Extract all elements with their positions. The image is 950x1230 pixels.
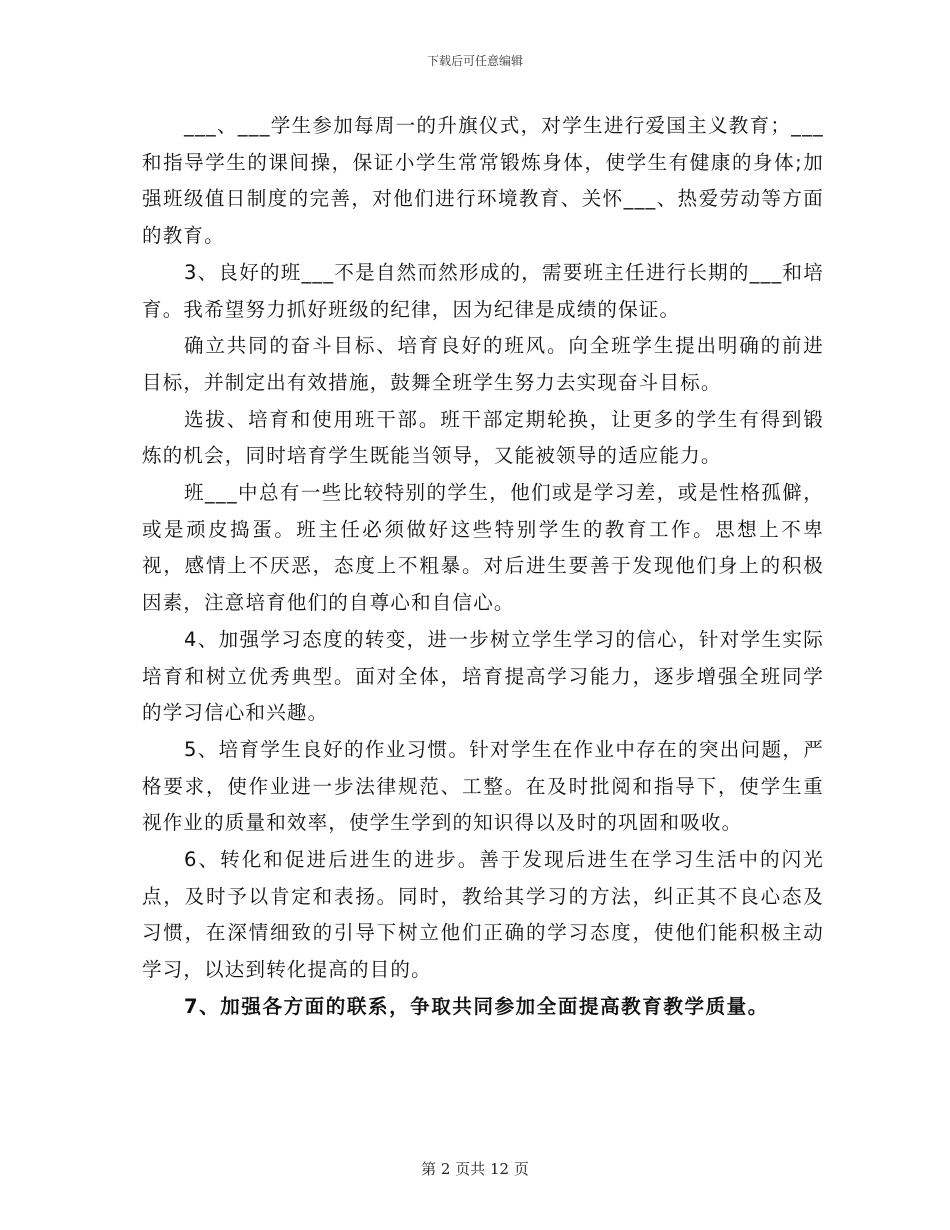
page-header: 下载后可任意编辑 xyxy=(426,54,523,68)
paragraph-flag-ceremony: ___、___学生参加每周一的升旗仪式，对学生进行爱国主义教育；___和指导学生的课间操，保证小学生常常锻炼身体，使学生有健康的身体;加强班级值日制度的完善，对他们进行环境教育、关怀___、热爱劳动等方面的教育。 xyxy=(142,114,824,248)
document-body xyxy=(142,108,824,1026)
paragraph-item-6: 6、转化和促进后进生的进步。善于发现后进生在学习生活中的闪光点，及时予以肯定和表扬。同时，教给其学习的方法，纠正其不良心态及习惯，在深情细致的引导下树立他们正确的学习态度，使他们能积极主动学习，以达到转化提高的目的。 xyxy=(142,848,824,982)
paragraph-item-7: 7、加强各方面的联系，争取共同参加全面提高教育教学质量。 xyxy=(184,994,769,1018)
paragraph-goals: 确立共同的奋斗目标、培育良好的班风。向全班学生提出明确的前进目标，并制定出有效措施，鼓舞全班学生努力去实现奋斗目标。 xyxy=(142,334,824,394)
page-footer: 第 2 页共 12 页 xyxy=(421,1160,529,1178)
paragraph-item-3: 3、良好的班___不是自然而然形成的，需要班主任进行长期的___和培育。我希望努力抓好班级的纪律，因为纪律是成绩的保证。 xyxy=(142,260,824,321)
paragraph-special-students: 班___中总有一些比较特别的学生，他们或是学习差，或是性格孤僻，或是顽皮捣蛋。班主任必须做好这些特别学生的教育工作。思想上不卑视，感情上不厌恶，态度上不粗暴。对后进生要善于发现他们身上的积极因素，注意培育他们的自尊心和自信心。 xyxy=(142,481,824,615)
paragraph-class-cadres: 选拔、培育和使用班干部。班干部定期轮换，让更多的学生有得到锻炼的机会，同时培育学生既能当领导，又能被领导的适应能力。 xyxy=(142,407,824,468)
paragraph-item-4: 4、加强学习态度的转变，进一步树立学生学习的信心，针对学生实际培育和树立优秀典型。面对全体，培育提高学习能力，逐步增强全班同学的学习信心和兴趣。 xyxy=(142,627,824,725)
paragraph-item-5: 5、培育学生良好的作业习惯。针对学生在作业中存在的突出问题，严格要求，使作业进一步法律规范、工整。在及时批阅和指导下，使学生重视作业的质量和效率，使学生学到的知识得以及时的巩固和吸收。 xyxy=(142,737,824,835)
